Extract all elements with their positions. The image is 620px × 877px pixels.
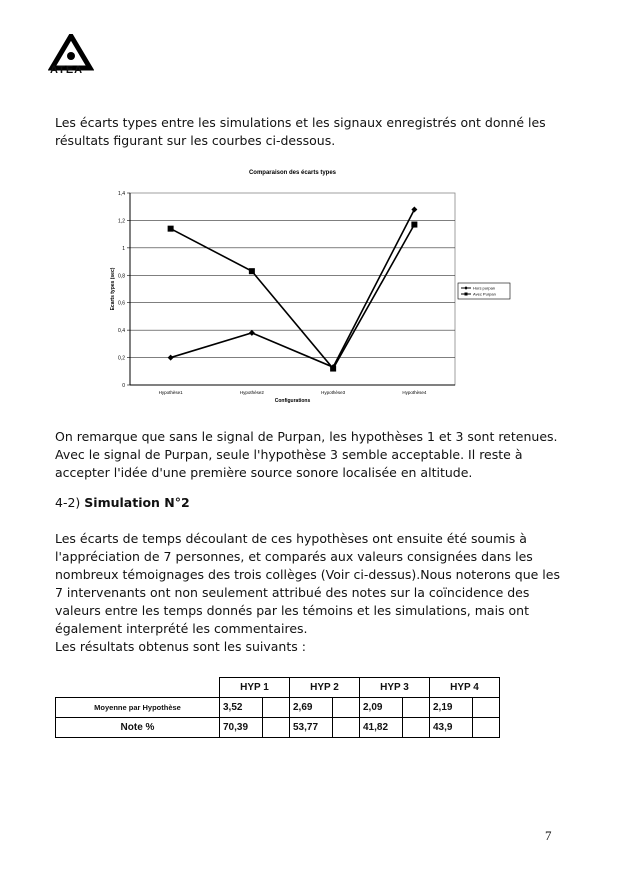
- table-empty-cell: [333, 698, 360, 718]
- table-header-cell: HYP 2: [290, 678, 360, 698]
- table-header-cell: HYP 1: [220, 678, 290, 698]
- table-cell: 53,77: [290, 718, 333, 738]
- table-cell: 2,09: [360, 698, 403, 718]
- legend-label: Hors purpan: [473, 285, 496, 291]
- page-number: 7: [545, 828, 552, 843]
- results-table: [55, 677, 500, 738]
- table-cell: 70,39: [220, 718, 263, 738]
- x-tick-label: Hypothèse3: [321, 390, 346, 395]
- std-dev-chart: [100, 165, 520, 410]
- table-cell: 2,19: [430, 698, 473, 718]
- legend-marker: [465, 293, 468, 296]
- y-tick-label: 0,6: [118, 300, 125, 307]
- section-heading: [55, 495, 190, 510]
- data-point-square: [249, 268, 255, 274]
- table-cell: 3,52: [220, 698, 263, 718]
- x-tick-label: Hypothèse4: [402, 390, 427, 395]
- data-point-diamond: [249, 330, 255, 336]
- table-cell: 43,9: [430, 718, 473, 738]
- y-tick-label: 0,4: [118, 328, 125, 335]
- row-label: Note %: [56, 718, 220, 738]
- x-tick-label: Hypothèse2: [239, 390, 264, 395]
- remark-paragraph: On remarque que sans le signal de Purpan, les hypothèses 1 et 3 sont retenues. Avec le signal de Purpan, seule l'hypothèse 3 semble acceptable. Il reste à accepter l'idée d'une première source sonore localisée en altitude.: [55, 429, 558, 480]
- table-header-cell: HYP 4: [430, 678, 500, 698]
- table-empty-cell: [263, 718, 290, 738]
- x-tick-label: Hypothèse1: [158, 390, 183, 395]
- y-tick-label: 0,2: [118, 355, 125, 362]
- data-point-square: [330, 366, 336, 372]
- y-tick-label: 1,2: [118, 218, 125, 225]
- table-header-cell: HYP 3: [360, 678, 430, 698]
- row-label: Moyenne par Hypothèse: [56, 698, 220, 718]
- data-point-square: [168, 226, 174, 232]
- chart-title: Comparaison des écarts types: [248, 170, 337, 176]
- table-empty-cell: [473, 718, 500, 738]
- table-header-row: [56, 678, 500, 698]
- y-tick-label: 1: [122, 245, 125, 252]
- table-empty-cell: [263, 698, 290, 718]
- section-title: Simulation N°2: [84, 495, 190, 510]
- results-intro: Les résultats obtenus sont les suivants :: [55, 639, 306, 654]
- y-axis-label: Ecarts types (sec): [110, 267, 116, 311]
- table-empty-cell: [403, 718, 430, 738]
- table-empty-cell: [333, 718, 360, 738]
- y-tick-label: 1,4: [118, 191, 125, 197]
- data-point-diamond: [168, 355, 174, 361]
- legend-label: Avec Purpan: [473, 291, 496, 297]
- y-tick-label: 0,8: [118, 273, 125, 280]
- table-corner: [56, 678, 220, 698]
- plot-area: [130, 193, 455, 385]
- table-cell: 41,82: [360, 718, 403, 738]
- table-empty-cell: [473, 698, 500, 718]
- intro-paragraph: Les écarts types entre les simulations et les signaux enregistrés ont donné les résultats figurant sur les courbes ci-dessous.: [55, 115, 546, 148]
- x-axis-label: Configurations: [274, 398, 311, 404]
- simulation-paragraph: Les écarts de temps découlant de ces hypothèses ont ensuite été soumis à l'appréciation de 7 personnes, et comparés aux valeurs consignées dans les nombreux témoignages des trois collèges (Voir ci-dessus).Nous noterons que les 7 intervenants ont non seulement attribué des notes sur la coïncidence des valeurs entre les temps donnés par les témoins et les simulations, mais ont également interprété les commentaires.: [55, 531, 560, 636]
- data-point-square: [411, 222, 417, 228]
- table-empty-cell: [403, 698, 430, 718]
- table-row: [56, 718, 500, 738]
- section-number: 4-2): [55, 495, 81, 510]
- table-cell: 2,69: [290, 698, 333, 718]
- chart-svg: [100, 165, 520, 410]
- y-tick-label: 0: [122, 383, 125, 389]
- data-point-diamond: [411, 206, 417, 212]
- table-row: [56, 698, 500, 718]
- logo-text: ATEA: [50, 64, 84, 76]
